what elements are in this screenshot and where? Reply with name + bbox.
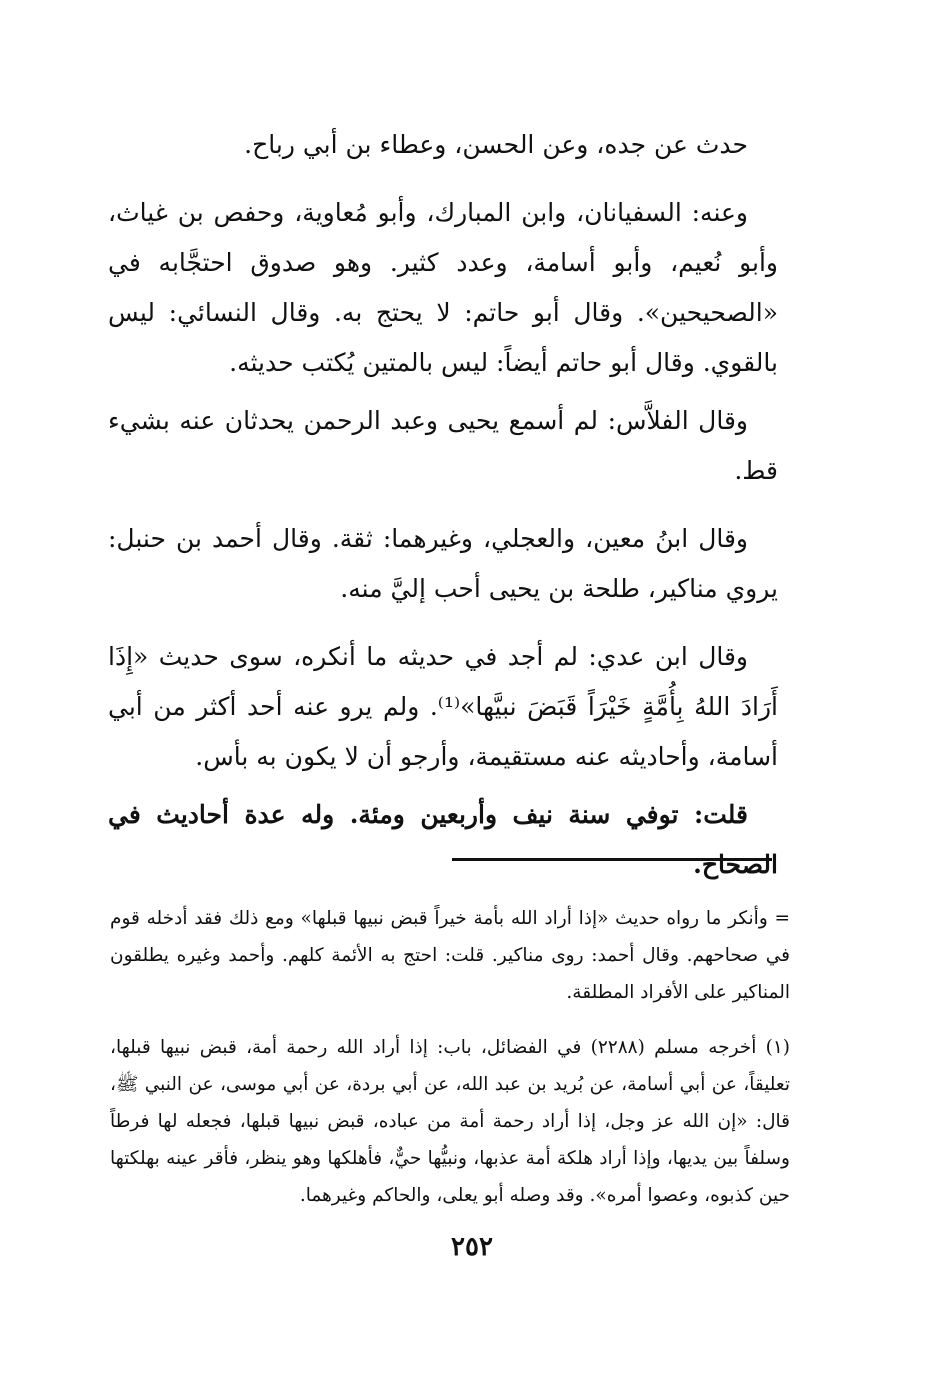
page-number: ٢٥٢ [451, 1232, 493, 1262]
paragraph-ibn-adi: وقال ابن عدي: لم أجد في حديثه ما أنكره، سوى حديث «إِذَا أَرَادَ اللهُ بِأُمَّةٍ خَيْرَاً قَبَضَ نبيَّها»⁽¹⁾. ولم يرو عنه أحد أكثر من أبي أسامة، وأحاديثه عنه مستقيمة، وأرجو أن لا يكون به بأس. [108, 642, 778, 771]
footnote-1: (١) أخرجه مسلم (٢٢٨٨) في الفضائل، باب: إذا أراد الله رحمة أمة، قبض نبيها قبلها، تعليقاً، عن أبي أسامة، عن بُريد بن عبد الله، عن أبي بردة، عن أبي موسى، عن النبي ﷺ، قال: «إن الله عز وجل، إذا أراد رحمة أمة من عباده، قبض نبيها قبلها، فجعله لها فرطاً وسلفاً بين يديها، وإذا أراد هلكة أمة عذبها، ونبيُّها حيٌّ، فأهلكها وهو ينظر، فأقر عينه بهلكتها حين كذبوه، وعصوا أمره». وقد وصله أبو يعلى، والحاكم وغيرهما. [110, 1037, 790, 1206]
paragraph-ibn-maeen: وقال ابنُ معين، والعجلي، وغيرهما: ثقة. وقال أحمد بن حنبل: يروي مناكير، طلحة بن يحيى أحب إليَّ منه. [108, 524, 778, 603]
footnote-divider [452, 858, 772, 861]
paragraph-teachers: حدث عن جده، وعن الحسن، وعطاء بن أبي رباح. [244, 130, 748, 159]
main-text [108, 120, 778, 890]
paragraph-death-note: قلت: توفي سنة نيف وأربعين ومئة. وله عدة أحاديث في الصحاح. [108, 800, 778, 879]
footnote-continued: = وأنكر ما رواه حديث «إذا أراد الله بأمة خيراً قبض نبيها قبلها» ومع ذلك فقد أدخله قوم في صحاحهم. وقال أحمد: روى مناكير. قلت: احتج به الأئمة كلهم. وأحمد وغيره يطلقون المناكير على الأفراد المطلقة. [110, 908, 790, 1003]
footnotes [110, 900, 790, 1214]
paragraph-students: وعنه: السفيانان، وابن المبارك، وأبو مُعاوية، وحفص بن غياث، وأبو نُعيم، وأبو أسامة، وعدد كثير. وهو صدوق احتجَّابه في «الصحيحين». وقال أبو حاتم: لا يحتج به. وقال النسائي: ليس بالقوي. وقال أبو حاتم أيضاً: ليس بالمتين يُكتب حديثه. [108, 198, 778, 377]
paragraph-fallas: وقال الفلاَّس: لم أسمع يحيى وعبد الرحمن يحدثان عنه بشيء قط. [108, 406, 778, 485]
